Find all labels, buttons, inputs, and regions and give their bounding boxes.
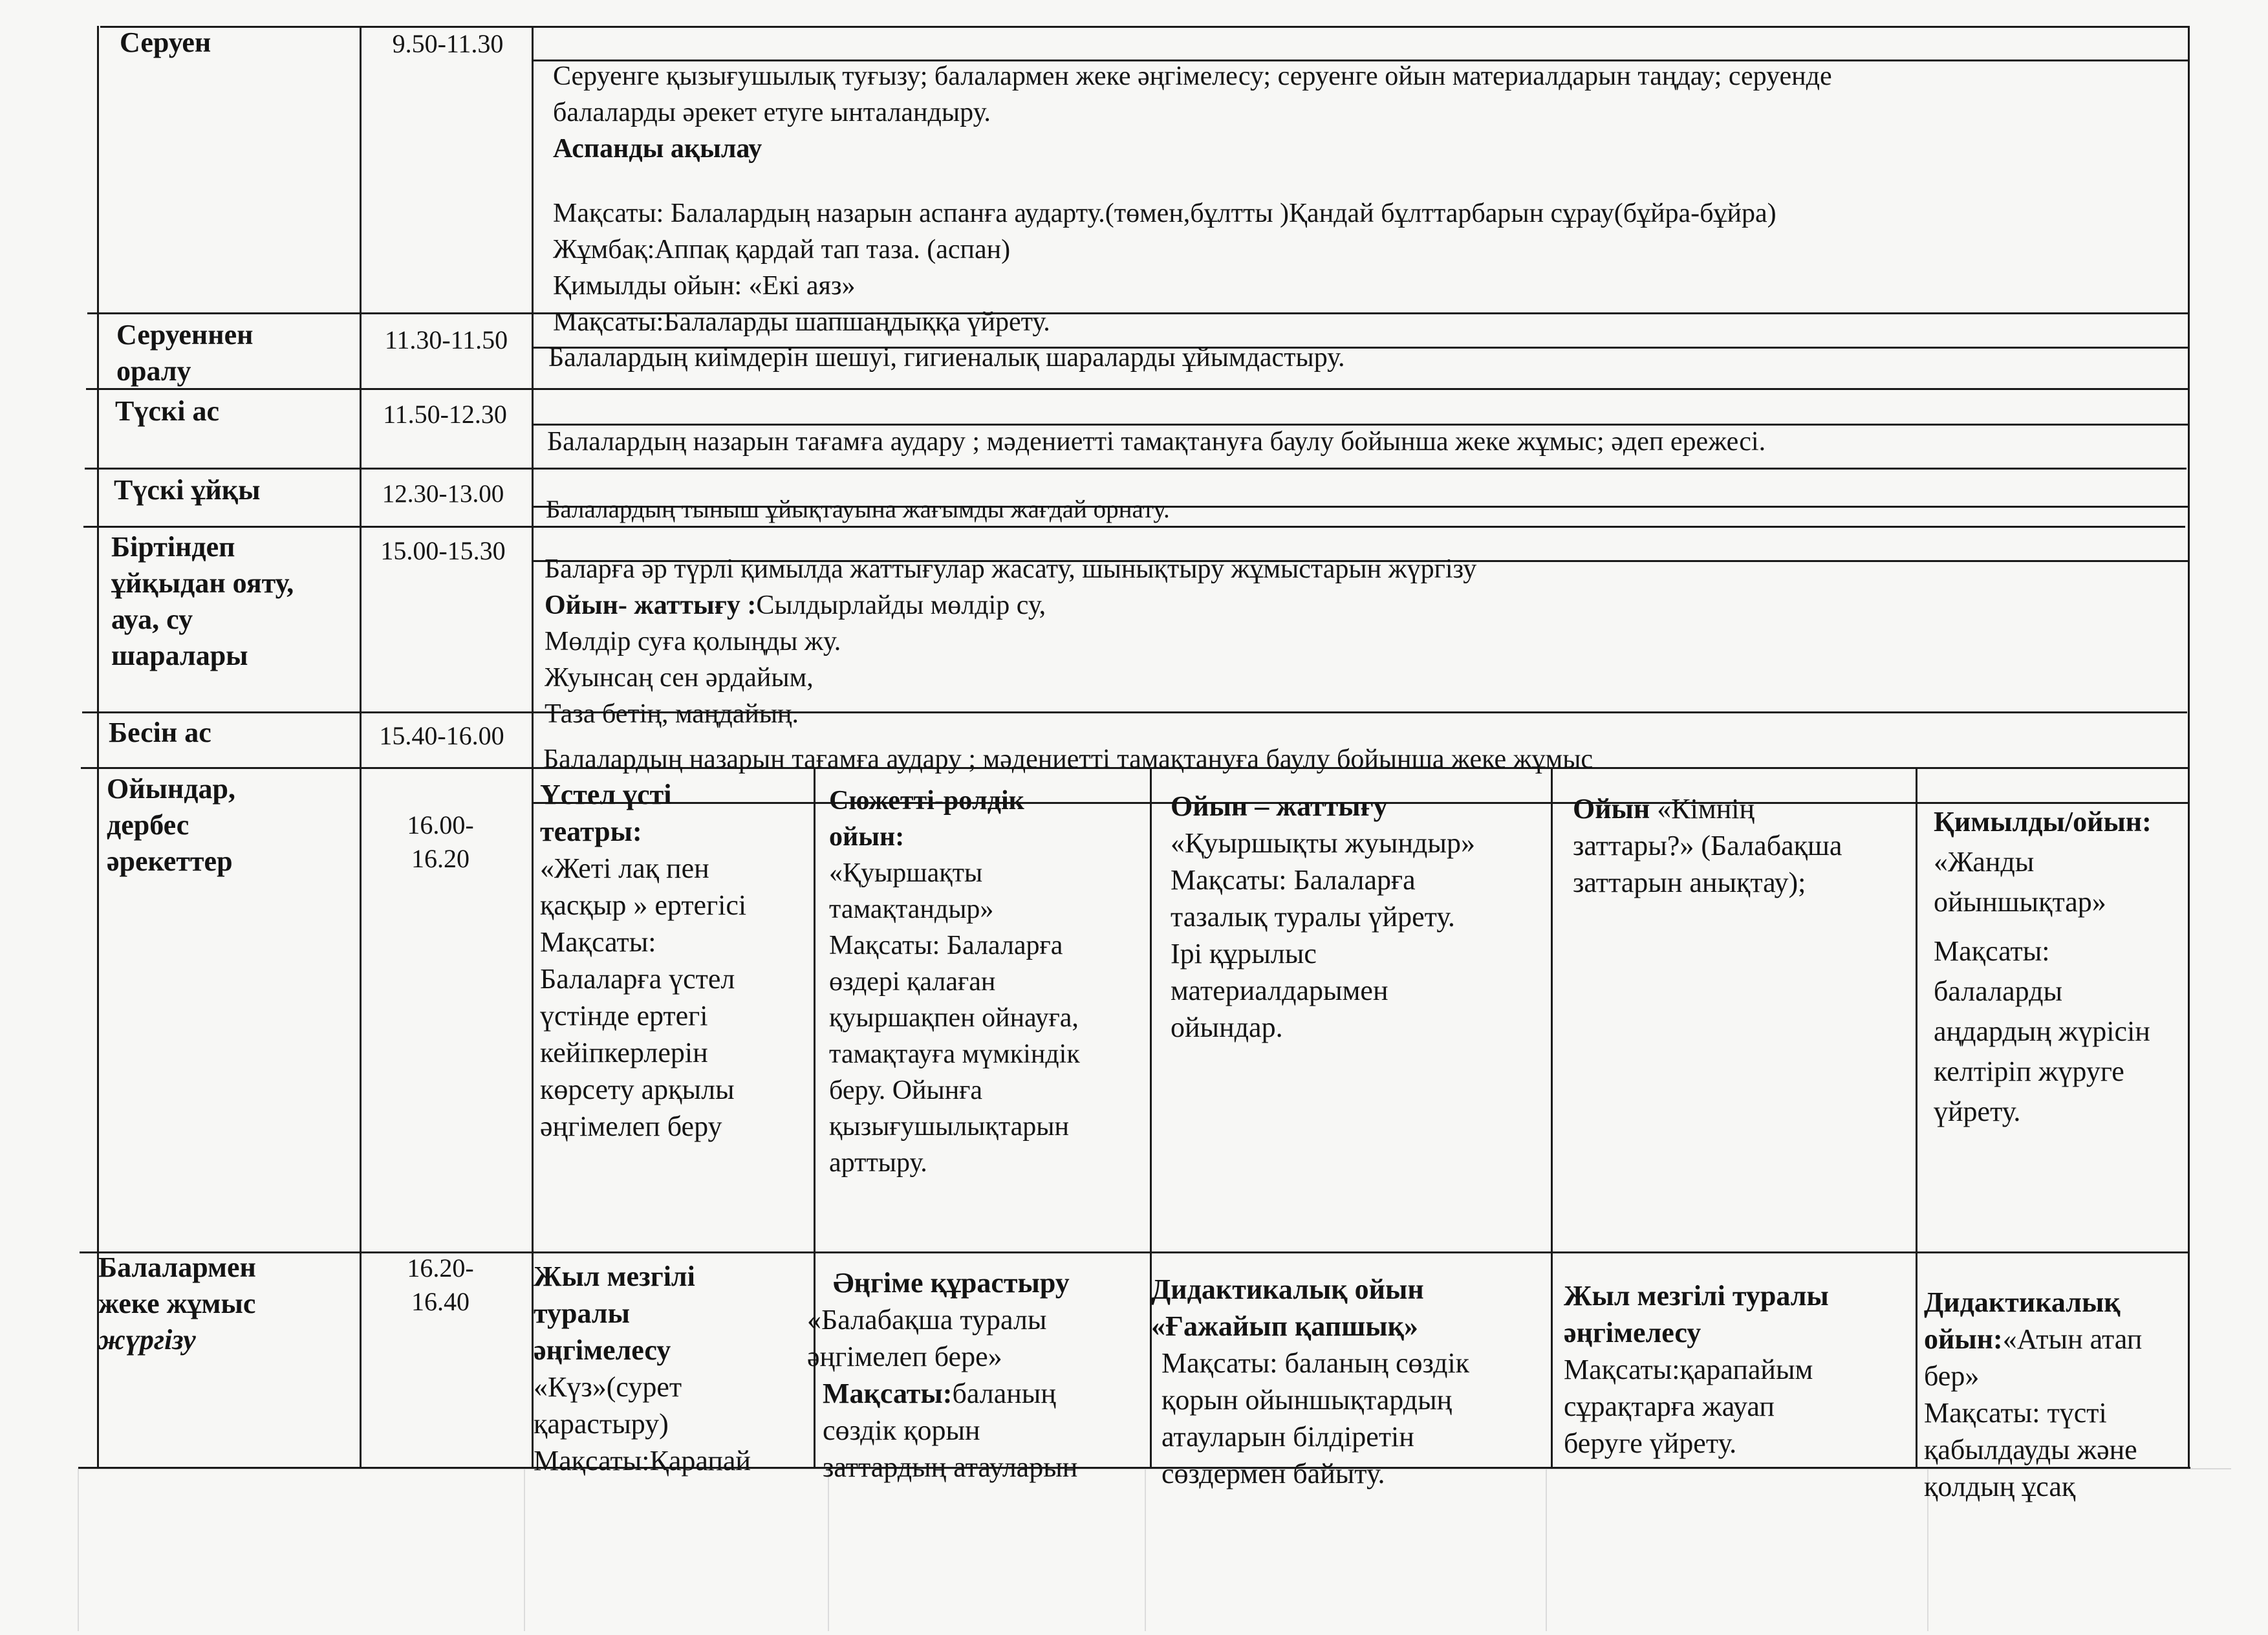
- games-c4-title: Ойын: [1573, 793, 1650, 825]
- individual-c2-goal: [807, 1375, 1077, 1412]
- row-divider: [86, 388, 2188, 390]
- games-c3-line: «Қуыршықты жуындыр»: [1171, 827, 1475, 859]
- individual-c5-line: қабылдауды және: [1924, 1434, 2137, 1466]
- individual-col-4: [1564, 1277, 1829, 1462]
- row-label-individual: [98, 1250, 256, 1358]
- games-c3-line: Мақсаты: Балаларға: [1171, 864, 1416, 896]
- row-label-games-2: дербес: [107, 809, 189, 841]
- games-c2-line: арттыру.: [829, 1148, 927, 1178]
- individual-c3-line: атауларын білдіретін: [1161, 1421, 1414, 1453]
- games-col-2: [829, 783, 1080, 1181]
- row-time-nap: 12.30-13.00: [382, 480, 504, 508]
- column-divider: [532, 26, 534, 1468]
- snack-text: Балалардың назарын тағамға аудару ; мәдениетті тамақтануға баулу бойынша жеке жұмыс: [543, 744, 1593, 774]
- seruen-line-3: Мақсаты: Балалардың назарын аспанға аударту.(төмен,бұлтты )Қандай бұлттарбарын сұрау(бұйра-бұйра): [553, 199, 1777, 228]
- individual-c2-title: Әңгіме құрастыру: [833, 1267, 1070, 1299]
- individual-c3-title: «Ғажайып қапшық»: [1151, 1310, 1418, 1342]
- games-c4-line: заттары?» (Балабақша: [1573, 830, 1842, 861]
- individual-col-1: [534, 1258, 751, 1479]
- row-label-return-1: Серуеннен: [116, 319, 254, 351]
- games-c2-title-2: ойын:: [829, 822, 905, 852]
- row-time-individual-1: 16.20-: [407, 1253, 474, 1283]
- table-border-bottom: [78, 1467, 2190, 1469]
- games-col-1: [540, 776, 746, 1145]
- games-c3-line: ойындар.: [1171, 1012, 1283, 1043]
- individual-c4-line: сұрақтарға жауап: [1564, 1391, 1775, 1422]
- games-c4-line: заттарын анықтау);: [1573, 867, 1806, 898]
- games-c2-line: тамақтауға мүмкіндік: [829, 1039, 1080, 1069]
- individual-c5-inline-text: «Атын атап: [2002, 1323, 2143, 1355]
- row-label-games-1: Ойындар,: [107, 773, 236, 805]
- row-label-wake-1: Біртіндеп: [111, 531, 235, 563]
- individual-c5-line: қолдың ұсақ: [1924, 1471, 2076, 1502]
- row-label-individual-3: жүргізу: [98, 1324, 196, 1356]
- games-c1-line: «Жеті лақ пен: [540, 852, 709, 884]
- individual-c5-inline-label: ойын:: [1924, 1323, 2003, 1355]
- row-label-seruen: Серуен: [120, 27, 211, 58]
- wake-text: [545, 551, 1476, 732]
- games-c5-title: Қимылды/ойын:: [1934, 806, 2152, 838]
- games-col-5: [1934, 802, 2152, 1132]
- row-time-return: 11.30-11.50: [384, 325, 508, 354]
- seruen-text: [553, 58, 1832, 340]
- individual-c4-title: Жыл мезгілі туралы: [1564, 1280, 1829, 1312]
- row-label-individual-2: жеке жұмыс: [98, 1288, 256, 1319]
- row-time-snack: 15.40-16.00: [379, 721, 504, 750]
- individual-c2-goal-text: баланың: [952, 1378, 1056, 1409]
- row-time-seruen: 9.50-11.30: [392, 29, 504, 58]
- row-time-games-2: 16.20: [411, 844, 470, 873]
- row-time-individual-2: 16.40: [411, 1287, 470, 1316]
- individual-c2-goal-label: Мақсаты:: [823, 1378, 953, 1409]
- row-time-wake: 15.00-15.30: [380, 536, 506, 565]
- games-col-3: [1171, 788, 1475, 1046]
- row-label-nap: Түскі ұйқы: [114, 474, 261, 506]
- individual-c1-line: Мақсаты:Қарапай: [534, 1445, 751, 1477]
- lunch-text: Балалардың назарын тағамға аудару ; мәдениетті тамақтануға баулу бойынша жеке жұмыс; әдеп ережесі.: [547, 427, 1766, 457]
- games-c4-first: «Кімнің: [1650, 793, 1755, 825]
- games-c1-line: көрсету арқылы: [540, 1074, 735, 1105]
- row-label-lunch: Түскі ас: [115, 395, 219, 427]
- wake-line-4: Жуынсаң сен әрдайым,: [545, 663, 814, 693]
- individual-c4-line: Мақсаты:қарапайым: [1564, 1354, 1813, 1385]
- games-c3-line: Ірі құрылыс: [1171, 938, 1317, 969]
- games-c1-line: Балаларға үстел: [540, 963, 735, 995]
- games-c5-line: Мақсаты:: [1934, 935, 2050, 967]
- individual-c1-line: қарастыру): [534, 1408, 669, 1440]
- wake-line-1: Баларға әр түрлі қимылда жаттығулар жасату, шынықтыру жұмыстарын жүргізу: [545, 554, 1477, 584]
- games-c2-title-1: Сюжетті-рөлдік: [829, 786, 1024, 816]
- row-label-wake-3: ауа, су: [111, 603, 193, 635]
- games-c5-line: аңдардың жүрісін: [1934, 1015, 2150, 1047]
- games-c1-title-2: театры:: [540, 816, 642, 847]
- individual-col-3: [1151, 1271, 1469, 1492]
- wake-game-text: Сылдырлайды мөлдір су,: [756, 590, 1046, 620]
- games-c2-line: «Қуыршақты: [829, 858, 983, 888]
- games-c3-line: тазалық туралы үйрету.: [1171, 901, 1455, 933]
- row-label-return-2: оралу: [116, 355, 191, 387]
- individual-c2-line: заттардың атауларын: [823, 1451, 1078, 1483]
- games-col-4: [1573, 790, 1842, 901]
- seruen-line-6: Мақсаты:Балаларды шапшаңдыққа үйрету.: [553, 307, 1050, 337]
- individual-c3-line: сөздермен байыту.: [1161, 1458, 1385, 1489]
- games-c3-line: материалдарымен: [1171, 975, 1388, 1006]
- games-c2-line: қуыршақпен ойнауға,: [829, 1003, 1079, 1033]
- seruen-line-5: Қимылды ойын: «Екі аяз»: [553, 271, 856, 301]
- games-c3-title: Ойын – жаттығу: [1171, 790, 1388, 822]
- individual-c3-line: Мақсаты: баланың сөздік: [1161, 1347, 1470, 1379]
- individual-c2-line: әңгімелеп бере»: [807, 1341, 1002, 1372]
- row-label-individual-1: Балалармен: [98, 1251, 256, 1283]
- individual-c1-line: «Күз»(сурет: [534, 1371, 682, 1403]
- games-c1-line: кейіпкерлерін: [540, 1037, 708, 1068]
- wake-game-label: Ойын- жаттығу :: [545, 590, 757, 620]
- games-c1-line: үстінде ертегі: [540, 1000, 708, 1032]
- row-label-games: [107, 771, 235, 880]
- individual-c1-title: Жыл мезгілі: [534, 1261, 695, 1292]
- row-label-wake-4: шаралары: [111, 640, 248, 671]
- games-c1-line: қасқыр » ертегісі: [540, 889, 747, 921]
- seruen-line-1: Серуенге қызығушылық туғызу; балалармен жеке әңгімелесу; серуенге ойын материалдарын таңдау; серуенде: [553, 61, 1832, 91]
- games-c1-line: әңгімелеп беру: [540, 1110, 722, 1142]
- games-c2-line: қызығушылықтарын: [829, 1112, 1070, 1142]
- games-c5-line: балаларды: [1934, 975, 2063, 1007]
- games-c1-title-1: Үстел үсті: [540, 779, 672, 810]
- individual-c2-line: сөздік қорын: [823, 1414, 980, 1446]
- row-label-wake-2: ұйқыдан ояту,: [111, 567, 294, 599]
- seruen-heading: Аспанды ақылау: [553, 134, 762, 164]
- wake-line-3: Мөлдір суға қолыңды жу.: [545, 627, 841, 656]
- wake-line-5: Таза бетің, маңдайың.: [545, 699, 799, 729]
- wake-line-2: [545, 587, 1476, 623]
- row-divider: [85, 468, 2187, 470]
- games-c2-line: өздері қалаған: [829, 967, 996, 997]
- row-time-games-1: 16.00-: [407, 810, 474, 839]
- nap-text: Балалардың тыныш ұйықтауына жағымды жағдай орнату.: [546, 495, 1170, 523]
- row-label-snack: Бесін ас: [109, 717, 211, 748]
- games-c5-line: келтіріп жүруге: [1934, 1056, 2124, 1087]
- individual-c5-line: Мақсаты: түсті: [1924, 1397, 2107, 1429]
- games-c4-line-1: [1573, 790, 1842, 827]
- row-time-games: [360, 808, 521, 876]
- row-label-games-3: әрекеттер: [107, 845, 233, 877]
- seruen-line-2: балаларды әрекет етуге ынталандыру.: [553, 98, 991, 127]
- row-label-return: [116, 317, 254, 389]
- individual-c3-line: қорын ойыншықтардың: [1161, 1384, 1453, 1416]
- games-c5-line: үйрету.: [1934, 1096, 2021, 1127]
- column-divider: [1916, 767, 1917, 1468]
- individual-c5-title: Дидактикалық: [1924, 1286, 2121, 1318]
- return-text: Балалардың киімдерін шешуі, гигиеналық шараларды ұйымдастыру.: [548, 343, 1345, 373]
- games-c2-line: беру. Ойынға: [829, 1076, 983, 1105]
- individual-c5-line-1: [1924, 1321, 2142, 1358]
- individual-c3-title: Дидактикалық ойын: [1151, 1273, 1424, 1305]
- individual-col-2: [807, 1264, 1077, 1486]
- row-label-wake: [111, 529, 294, 674]
- bleed-through-grid: [78, 1468, 2231, 1631]
- row-time-individual: [360, 1251, 521, 1319]
- individual-c1-title: туралы: [534, 1297, 630, 1329]
- individual-c4-title: әңгімелесу: [1564, 1317, 1701, 1348]
- games-c2-line: Мақсаты: Балаларға: [829, 931, 1063, 960]
- seruen-line-4: Жұмбақ:Аппақ қардай тап таза. (аспан): [553, 235, 1011, 265]
- games-c1-line: Мақсаты:: [540, 926, 656, 958]
- table-border-right: [2188, 26, 2190, 1468]
- games-c2-line: тамақтандыр»: [829, 894, 994, 924]
- individual-col-5: [1924, 1284, 2142, 1505]
- individual-c4-line: беруге үйрету.: [1564, 1427, 1737, 1459]
- games-c5-line: «Жанды: [1934, 846, 2035, 878]
- games-c5-line: ойыншықтар»: [1934, 886, 2106, 918]
- row-time-lunch: 11.50-12.30: [383, 400, 507, 429]
- individual-c2-line: «Балабақша туралы: [807, 1304, 1047, 1336]
- column-divider: [1551, 767, 1553, 1468]
- individual-c1-title: әңгімелесу: [534, 1334, 671, 1366]
- individual-c5-line: бер»: [1924, 1360, 1980, 1392]
